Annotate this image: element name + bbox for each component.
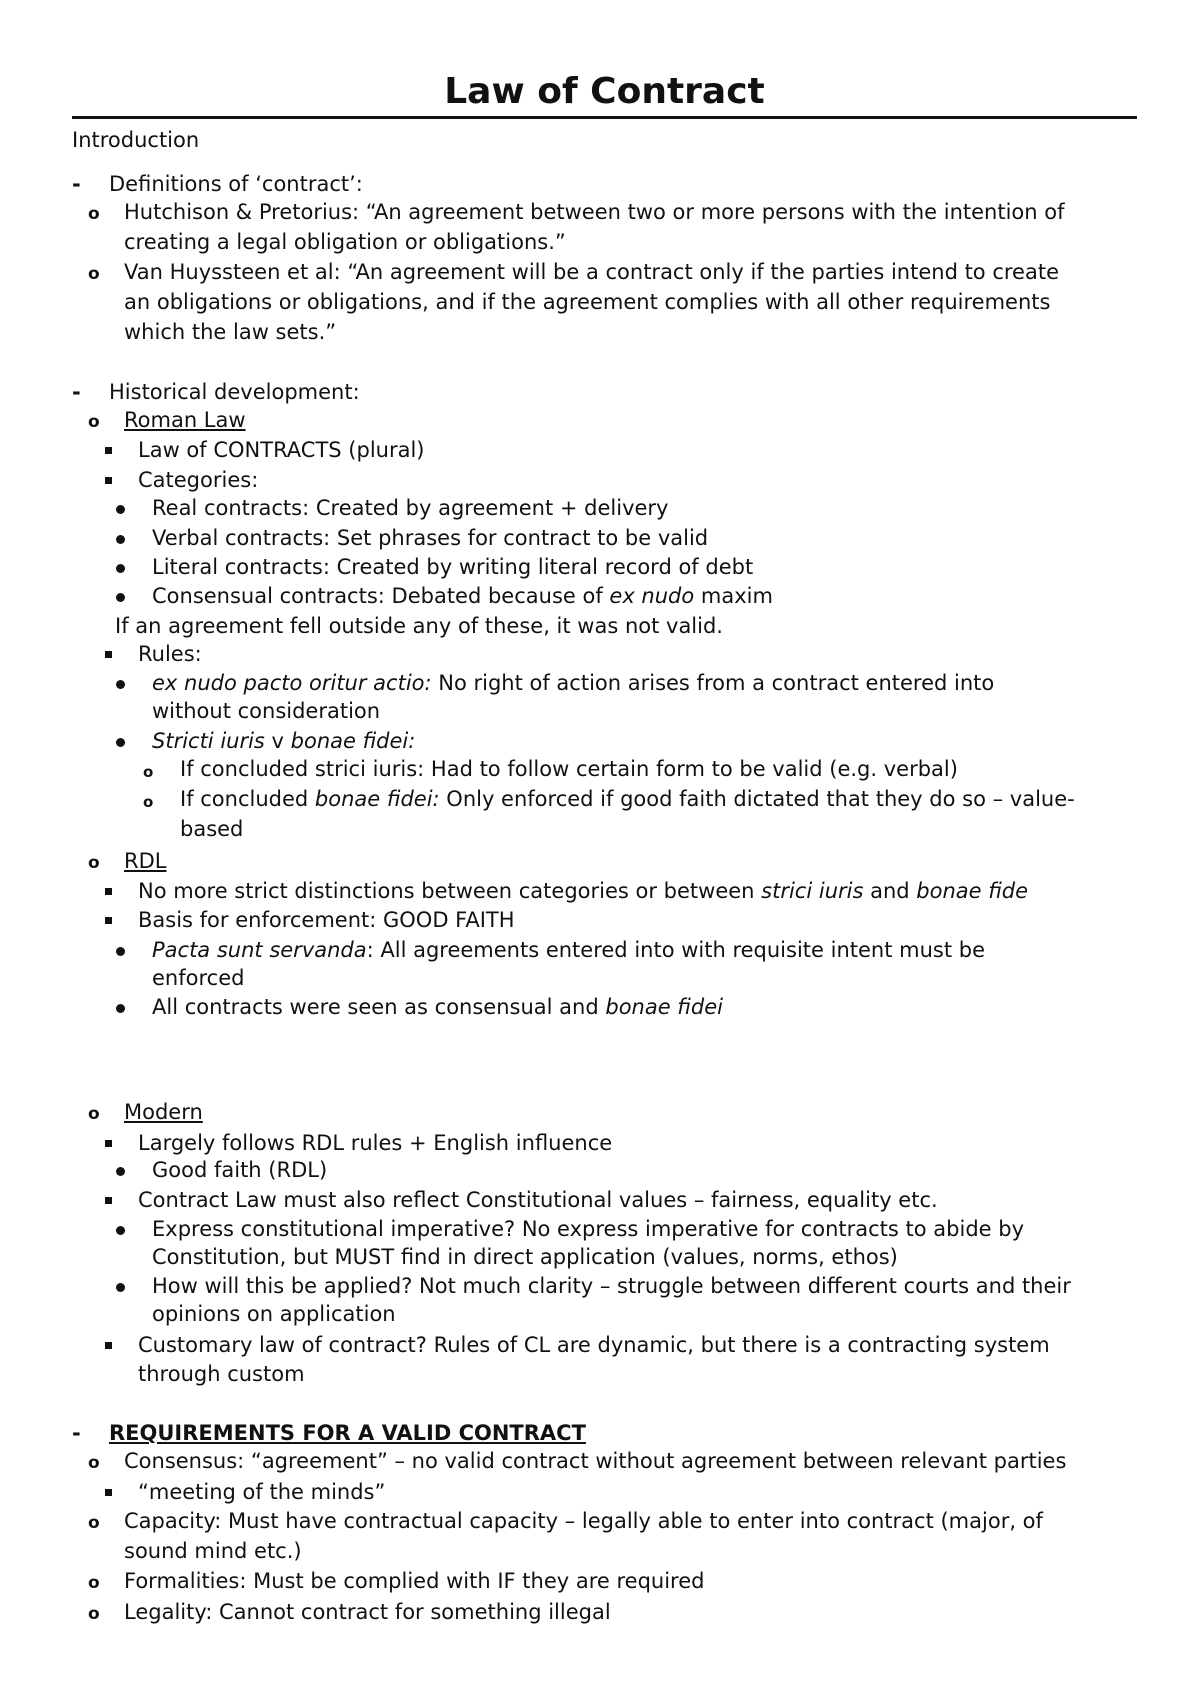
roman-law-heading: Roman Law xyxy=(124,408,246,432)
roman-categories: Categories: xyxy=(138,468,259,492)
rdl-pacta-italic: Pacta sunt servanda xyxy=(152,938,367,962)
definition-vanhuyssteen-line1: Van Huyssteen et al: “An agreement will be a contract only if the parties intend to create xyxy=(124,260,1059,284)
square-bullet xyxy=(105,1197,112,1204)
section-label-introduction: Introduction xyxy=(72,128,200,152)
historical-heading: Historical development: xyxy=(109,380,360,404)
stricti-sub2-line2: based xyxy=(180,817,244,841)
rdl-distinctions xyxy=(138,877,1028,905)
requirement-formalities: Formalities: Must be complied with IF they are required xyxy=(124,1569,705,1593)
circle-bullet: o xyxy=(88,412,100,432)
rdl-distinctions-italic2: bonae fide xyxy=(916,879,1029,903)
dot-bullet xyxy=(116,947,125,956)
modern-follows: Largely follows RDL rules + English influence xyxy=(138,1131,613,1155)
modern-customary-line2: through custom xyxy=(138,1362,305,1386)
square-bullet xyxy=(105,1489,112,1496)
roman-real: Real contracts: Created by agreement + delivery xyxy=(152,496,669,520)
rdl-distinctions-text: No more strict distinctions between categories or between xyxy=(138,879,762,903)
stricti-sub2-text: If concluded xyxy=(180,787,315,811)
requirement-capacity-line2: sound mind etc.) xyxy=(124,1539,302,1563)
definition-hutchison-line2: creating a legal obligation or obligations.” xyxy=(124,230,566,254)
roman-literal: Literal contracts: Created by writing literal record of debt xyxy=(152,555,754,579)
circle-bullet: o xyxy=(88,1573,100,1593)
rule-stricti xyxy=(152,727,415,755)
rdl-pacta-text: : All agreements entered into with requisite intent must be xyxy=(366,938,985,962)
definition-hutchison-line1: Hutchison & Pretorius: “An agreement between two or more persons with the intention of xyxy=(124,200,1065,224)
page-title: Law of Contract xyxy=(444,71,765,112)
dot-bullet xyxy=(116,738,125,747)
square-bullet xyxy=(105,917,112,924)
stricti-sub2-end: Only enforced if good faith dictated that they do so – value- xyxy=(439,787,1075,811)
modern-good-faith: Good faith (RDL) xyxy=(152,1158,328,1182)
title-underline xyxy=(72,116,1137,119)
definition-vanhuyssteen-line3: which the law sets.” xyxy=(124,320,337,344)
roman-plural: Law of CONTRACTS (plural) xyxy=(138,438,425,462)
circle-bullet: o xyxy=(143,763,154,781)
rdl-basis: Basis for enforcement: GOOD FAITH xyxy=(138,908,515,932)
dot-bullet xyxy=(116,680,125,689)
requirement-meeting: “meeting of the minds” xyxy=(138,1480,386,1504)
dot-bullet xyxy=(116,593,125,602)
rdl-all-contracts-italic: bonae fidei xyxy=(605,995,723,1019)
dot-bullet xyxy=(116,1167,125,1176)
rule-ex-nudo-text: No right of action arises from a contract entered into xyxy=(431,671,995,695)
circle-bullet: o xyxy=(88,264,100,284)
modern-express-line1: Express constitutional imperative? No express imperative for contracts to abide by xyxy=(152,1217,1025,1241)
roman-consensual-end: maxim xyxy=(694,584,773,608)
dot-bullet xyxy=(116,564,125,573)
rule-ex-nudo xyxy=(152,669,994,697)
definition-vanhuyssteen-line2: an obligations or obligations, and if the agreement complies with all other requirements xyxy=(124,290,1051,314)
roman-verbal: Verbal contracts: Set phrases for contract to be valid xyxy=(152,526,709,550)
dot-bullet xyxy=(116,1004,125,1013)
requirement-consensus: Consensus: “agreement” – no valid contract without agreement between relevant parties xyxy=(124,1449,1067,1473)
rule-stricti-italic1: Stricti iuris xyxy=(152,729,265,753)
requirements-heading: REQUIREMENTS FOR A VALID CONTRACT xyxy=(109,1421,586,1445)
circle-bullet: o xyxy=(88,204,100,224)
circle-bullet: o xyxy=(88,853,100,873)
rdl-heading: RDL xyxy=(124,849,167,873)
stricti-sub1: If concluded strici iuris: Had to follow certain form to be valid (e.g. verbal) xyxy=(180,757,958,781)
dot-bullet xyxy=(116,1283,125,1292)
rule-ex-nudo-line2: without consideration xyxy=(152,699,381,723)
modern-express-line2: Constitution, but MUST find in direct application (values, norms, ethos) xyxy=(152,1245,898,1269)
circle-bullet: o xyxy=(88,1604,100,1624)
square-bullet xyxy=(105,477,112,484)
modern-customary-line1: Customary law of contract? Rules of CL are dynamic, but there is a contracting system xyxy=(138,1333,1050,1357)
dot-bullet xyxy=(116,1226,125,1235)
roman-consensual-text: Consensual contracts: Debated because of xyxy=(152,584,610,608)
rdl-distinctions-italic1: strici iuris xyxy=(761,879,864,903)
roman-rules: Rules: xyxy=(138,642,202,666)
dot-bullet xyxy=(116,505,125,514)
roman-consensual-italic: ex nudo xyxy=(609,584,695,608)
rule-ex-nudo-italic: ex nudo pacto oritur actio: xyxy=(152,671,432,695)
rule-stricti-v: v xyxy=(264,729,291,753)
rdl-pacta-line2: enforced xyxy=(152,966,245,990)
definitions-heading: Definitions of ‘contract’: xyxy=(109,172,363,196)
rdl-all-contracts xyxy=(152,993,723,1021)
roman-consensual xyxy=(152,582,773,610)
square-bullet xyxy=(105,1140,112,1147)
square-bullet xyxy=(105,447,112,454)
modern-applied-line2: opinions on application xyxy=(152,1302,396,1326)
square-bullet xyxy=(105,888,112,895)
modern-reflect: Contract Law must also reflect Constitutional values – fairness, equality etc. xyxy=(138,1188,938,1212)
dash-bullet: - xyxy=(72,1421,81,1445)
dash-bullet: - xyxy=(72,172,81,196)
circle-bullet: o xyxy=(88,1453,100,1473)
rdl-all-contracts-text: All contracts were seen as consensual and xyxy=(152,995,606,1019)
requirement-legality: Legality: Cannot contract for something illegal xyxy=(124,1600,611,1624)
rule-stricti-italic2: bonae fidei: xyxy=(290,729,416,753)
circle-bullet: o xyxy=(88,1104,100,1124)
roman-outside: If an agreement fell outside any of these, it was not valid. xyxy=(115,614,723,638)
rdl-distinctions-and: and xyxy=(863,879,917,903)
rdl-pacta xyxy=(152,936,985,964)
square-bullet xyxy=(105,1342,112,1349)
stricti-sub2 xyxy=(180,785,1075,813)
circle-bullet: o xyxy=(88,1513,100,1533)
stricti-sub2-italic: bonae fidei: xyxy=(314,787,440,811)
square-bullet xyxy=(105,651,112,658)
requirement-capacity-line1: Capacity: Must have contractual capacity – legally able to enter into contract (major, of xyxy=(124,1509,1043,1533)
dash-bullet: - xyxy=(72,380,81,404)
circle-bullet: o xyxy=(143,793,154,811)
dot-bullet xyxy=(116,535,125,544)
modern-heading: Modern xyxy=(124,1100,203,1124)
modern-applied-line1: How will this be applied? Not much clarity – struggle between different courts and their xyxy=(152,1274,1071,1298)
